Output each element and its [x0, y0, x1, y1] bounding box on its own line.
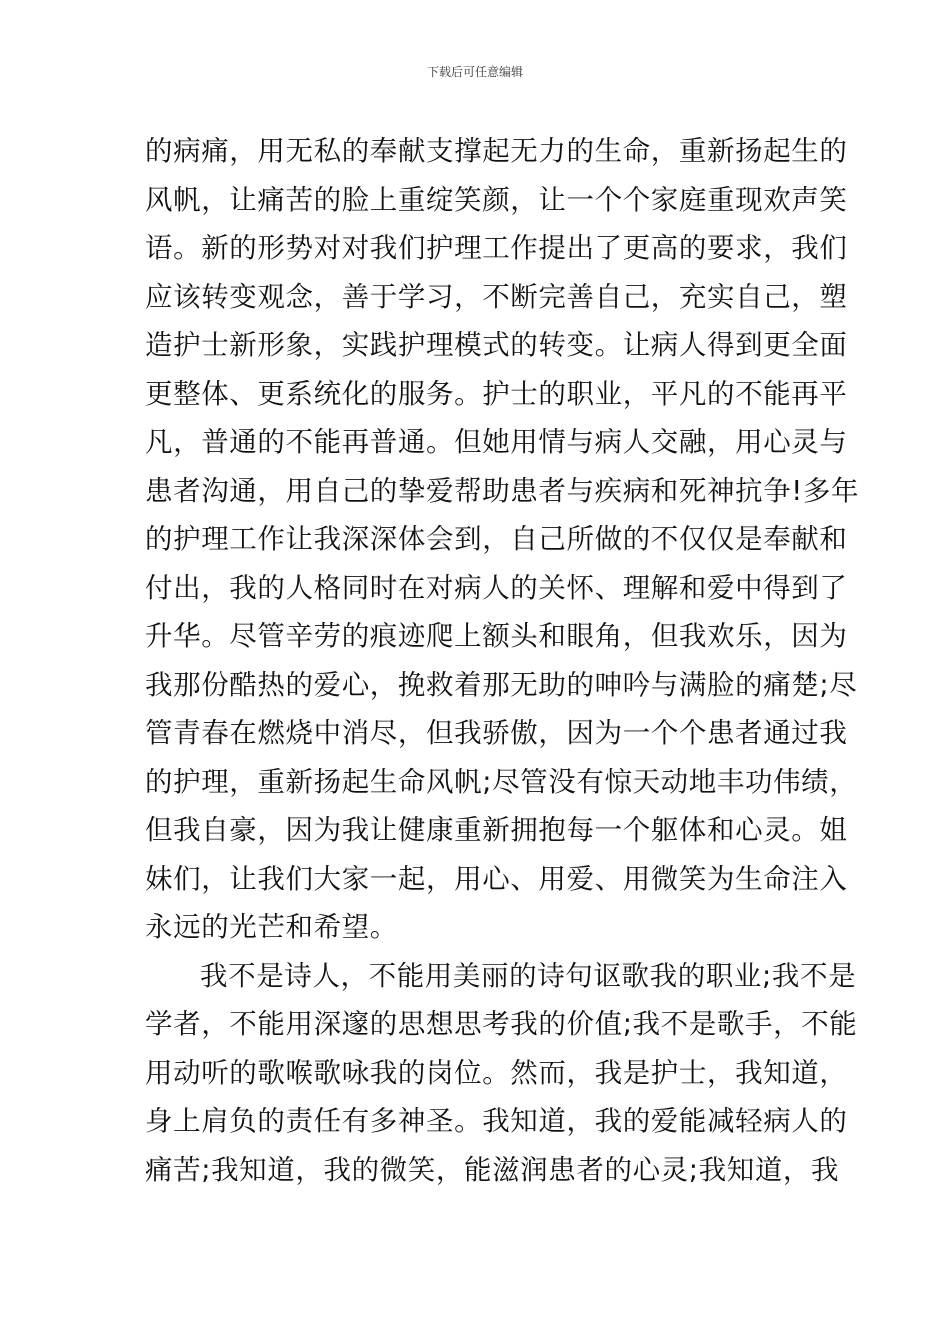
text-line: 管青春在燃烧中消尽，但我骄傲，因为一个个患者通过我 — [145, 717, 848, 749]
text-line: 的护理，重新扬起生命风帆;尽管没有惊天动地丰功伟绩， — [145, 765, 858, 798]
text-line: 造护士新形象，实践护理模式的转变。让病人得到更全面 — [145, 329, 848, 361]
text-line: 语。新的形势对对我们护理工作提出了更高的要求，我们 — [145, 232, 848, 264]
text-line: 学者，不能用深邃的思想思考我的价值;我不是歌手，不能 — [145, 1008, 858, 1040]
text-line: 的病痛，用无私的奉献支撑起无力的生命，重新扬起生的 — [145, 135, 848, 167]
text-line: 应该转变观念，善于学习，不断完善自己，充实自己，塑 — [145, 280, 848, 313]
text-line: 妹们，让我们大家一起，用心、用爱、用微笑为生命注入 — [145, 862, 848, 895]
text-line: 患者沟通，用自己的挚爱帮助患者与疾病和死神抗争!多年 — [145, 474, 860, 507]
text-line: 永远的光芒和希望。 — [145, 911, 398, 943]
text-line: 更整体、更系统化的服务。护士的职业，平凡的不能再平 — [145, 377, 848, 410]
text-line: 的护理工作让我深深体会到，自己所做的不仅仅是奉献和 — [145, 523, 848, 555]
text-line: 风帆，让痛苦的脸上重绽笑颜，让一个个家庭重现欢声笑 — [145, 183, 848, 216]
text-line: 我那份酷热的爱心，挽救着那无助的呻吟与满脸的痛楚;尽 — [145, 668, 858, 701]
document-body — [145, 127, 860, 1194]
text-line: 痛苦;我知道，我的微笑，能滋润患者的心灵;我知道，我 — [145, 1153, 840, 1186]
text-line: 身上肩负的责任有多神圣。我知道，我的爱能减轻病人的 — [145, 1105, 848, 1137]
paragraph-1 — [145, 127, 860, 952]
text-line: 用动听的歌喉歌咏我的岗位。然而，我是护士，我知道， — [145, 1056, 848, 1089]
text-line: 凡，普通的不能再普通。但她用情与病人交融，用心灵与 — [145, 426, 848, 458]
text-line: 升华。尽管辛劳的痕迹爬上额头和眼角，但我欢乐，因为 — [145, 620, 848, 652]
page-header: 下载后可任意编辑 — [426, 65, 523, 79]
text-line: 我不是诗人，不能用美丽的诗句讴歌我的职业;我不是 — [200, 959, 857, 992]
text-line: 付出，我的人格同时在对病人的关怀、理解和爱中得到了 — [145, 571, 848, 604]
paragraph-2 — [145, 952, 858, 1195]
text-line: 但我自豪，因为我让健康重新拥抱每一个躯体和心灵。姐 — [145, 814, 848, 846]
